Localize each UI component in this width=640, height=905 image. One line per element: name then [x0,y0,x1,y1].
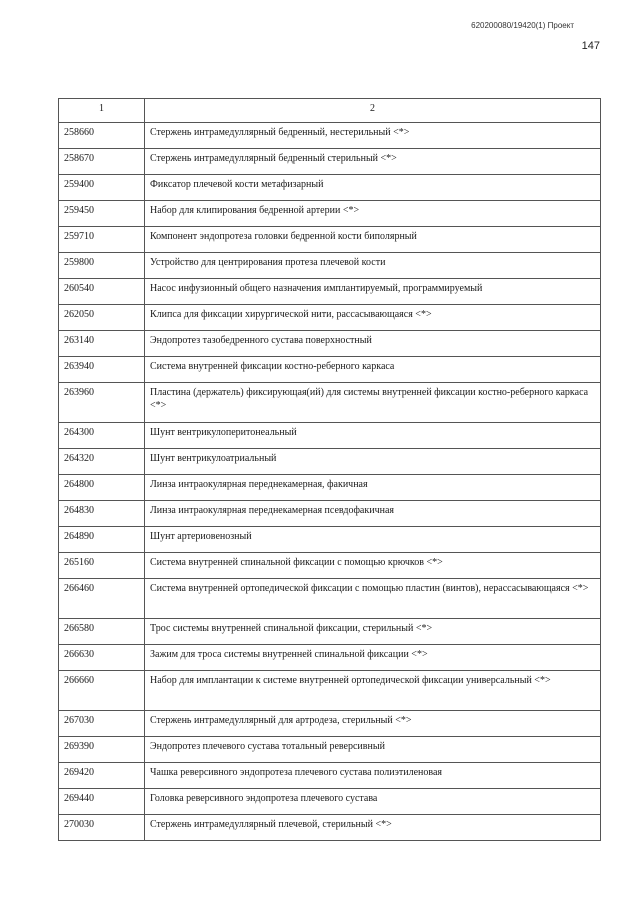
row-name-cell: Чашка реверсивного эндопротеза плечевого сустава полиэтиленовая [145,763,601,789]
row-code-cell: 263960 [59,383,145,423]
table-row [59,579,601,619]
row-name-cell: Стержень интрамедуллярный бедренный, нестерильный <*> [145,123,601,149]
table-row [59,279,601,305]
page-number: 147 [581,40,600,52]
row-code-cell: 265160 [59,553,145,579]
table-row [59,671,601,711]
row-name-cell: Насос инфузионный общего назначения имплантируемый, программируемый [145,279,601,305]
row-code-cell: 270030 [59,815,145,841]
row-code-cell: 259450 [59,201,145,227]
row-code-cell: 266580 [59,619,145,645]
row-name-cell: Шунт артериовенозный [145,527,601,553]
row-name-cell: Шунт вентрикулоперитонеальный [145,423,601,449]
row-code-cell: 269390 [59,737,145,763]
row-code-cell: 266660 [59,671,145,711]
row-name-cell: Устройство для центрирования протеза плечевой кости [145,253,601,279]
table-header-row [59,99,601,123]
row-name-cell: Шунт вентрикулоатриальный [145,449,601,475]
row-name-cell: Стержень интрамедуллярный бедренный стерильный <*> [145,149,601,175]
row-name-cell: Линза интраокулярная переднекамерная, факичная [145,475,601,501]
table-row [59,331,601,357]
row-code-cell: 259710 [59,227,145,253]
row-code-cell: 264890 [59,527,145,553]
row-name-cell: Эндопротез тазобедренного сустава поверхностный [145,331,601,357]
row-name-cell: Набор для клипирования бедренной артерии <*> [145,201,601,227]
row-code-cell: 264800 [59,475,145,501]
table-row [59,711,601,737]
table-row [59,553,601,579]
document-reference: 620200080/19420(1) Проект [471,21,574,30]
table-row [59,423,601,449]
table-row [59,815,601,841]
table-row [59,227,601,253]
table-row [59,449,601,475]
table-row [59,201,601,227]
row-code-cell: 264320 [59,449,145,475]
table-row [59,737,601,763]
table-body [59,123,601,841]
table-row [59,645,601,671]
row-code-cell: 259400 [59,175,145,201]
table-row [59,475,601,501]
row-name-cell: Линза интраокулярная переднекамерная псевдофакичная [145,501,601,527]
row-code-cell: 259800 [59,253,145,279]
table-row [59,619,601,645]
row-name-cell: Головка реверсивного эндопротеза плечевого сустава [145,789,601,815]
row-code-cell: 263940 [59,357,145,383]
table-row [59,763,601,789]
table-row [59,383,601,423]
row-code-cell: 264830 [59,501,145,527]
table-row [59,789,601,815]
column-header-name: 2 [145,99,601,123]
row-name-cell: Эндопротез плечевого сустава тотальный реверсивный [145,737,601,763]
row-name-cell: Стержень интрамедуллярный плечевой, стерильный <*> [145,815,601,841]
row-code-cell: 258660 [59,123,145,149]
row-name-cell: Набор для имплантации к системе внутренней ортопедической фиксации универсальный <*> [145,671,601,711]
row-code-cell: 263140 [59,331,145,357]
table-row [59,175,601,201]
row-code-cell: 267030 [59,711,145,737]
table-row [59,123,601,149]
row-name-cell: Трос системы внутренней спинальной фиксации, стерильный <*> [145,619,601,645]
table-row [59,527,601,553]
column-header-code: 1 [59,99,145,123]
registry-table [58,98,601,841]
row-code-cell: 269420 [59,763,145,789]
row-code-cell: 264300 [59,423,145,449]
table-row [59,357,601,383]
row-code-cell: 262050 [59,305,145,331]
row-name-cell: Зажим для троса системы внутренней спинальной фиксации <*> [145,645,601,671]
row-name-cell: Стержень интрамедуллярный для артродеза, стерильный <*> [145,711,601,737]
table-row [59,305,601,331]
row-name-cell: Фиксатор плечевой кости метафизарный [145,175,601,201]
row-code-cell: 266630 [59,645,145,671]
row-code-cell: 258670 [59,149,145,175]
row-name-cell: Клипса для фиксации хирургической нити, рассасывающаяся <*> [145,305,601,331]
row-code-cell: 260540 [59,279,145,305]
row-name-cell: Компонент эндопротеза головки бедренной кости биполярный [145,227,601,253]
table-row [59,149,601,175]
row-name-cell: Система внутренней фиксации костно-реберного каркаса [145,357,601,383]
row-name-cell: Система внутренней спинальной фиксации с помощью крючков <*> [145,553,601,579]
table-row [59,501,601,527]
row-code-cell: 269440 [59,789,145,815]
row-name-cell: Пластина (держатель) фиксирующая(ий) для системы внутренней фиксации костно-реберного каркаса <*> [145,383,601,423]
row-name-cell: Система внутренней ортопедической фиксации с помощью пластин (винтов), нерассасывающаяся <*> [145,579,601,619]
table-row [59,253,601,279]
row-code-cell: 266460 [59,579,145,619]
